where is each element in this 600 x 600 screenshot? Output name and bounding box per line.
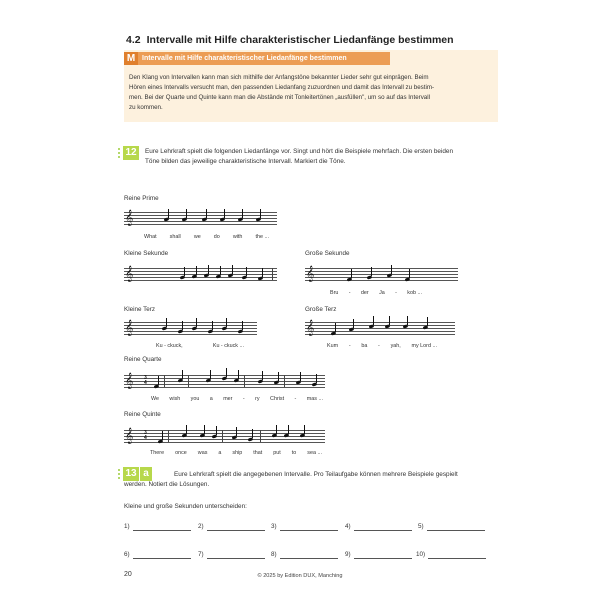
lyrics-reine-quinte: There once was a ship that put to sea ... [150,450,322,456]
staff-kleine-terz [124,322,257,335]
task-13-subtask-badge: a [140,467,152,481]
task-12-line: Eure Lehrkraft spielt die folgenden Liedanfänge vor. Singt und hört die Beispiele mehrfach. Die ersten beiden [145,148,454,155]
task-12-text [145,147,505,167]
blank-label: 10) [416,551,426,558]
staff-kleine-sekunde [124,268,277,281]
label-kleine-terz: Kleine Terz [124,306,156,313]
treble-clef-icon: 𝄞 [125,266,134,282]
merk-icon: M [124,52,138,65]
label-reine-prime: Reine Prime [124,195,159,202]
task-13-instruction: Kleine und große Sekunden unterscheiden: [124,503,247,510]
label-reine-quarte: Reine Quarte [124,356,162,363]
merk-line: Den Klang von Intervallen kann man sich mithilfe der Anfangstöne bekannter Lieder sehr gut einprägen. Beim [129,74,429,81]
treble-clef-icon: 𝄞 [306,320,315,336]
blank-label: 9) [345,551,351,558]
answer-line[interactable] [354,530,412,531]
section-number: 4.2 [126,34,141,46]
label-grosse-terz: Große Terz [305,306,337,313]
treble-clef-icon: 𝄞 [125,428,134,444]
section-heading: Intervalle mit Hilfe charakteristischer Liedanfänge bestimmen [146,34,454,46]
lyrics-grosse-sekunde: Bru - der Ja - kob ... [330,290,422,296]
blank-label: 3) [271,523,277,530]
merk-line: men. Bei der Quarte und Quinte kann man die Abstände mit Tonleitertönen „ausfüllen", um so auf das Intervall [129,94,430,101]
blank-label: 2) [198,523,204,530]
answer-line[interactable] [280,558,338,559]
time-signature: 3 4 [144,375,147,386]
time-signature: 3 4 [144,430,147,441]
lyrics-grosse-terz: Kum - ba - yah, my Lord ... [327,343,437,349]
staff-grosse-sekunde [305,268,458,281]
section-title [126,34,454,46]
task-13-text [124,470,494,490]
merk-box-text [129,73,491,113]
answer-line[interactable] [354,558,412,559]
blank-label: 8) [271,551,277,558]
treble-clef-icon: 𝄞 [306,266,315,282]
answer-line[interactable] [428,558,486,559]
staff-reine-quarte [124,375,325,388]
staff-reine-quinte [124,430,325,443]
lyrics-reine-prime: What shall we do with the ... [144,234,269,240]
task-13-badge: 13 [123,467,139,481]
answer-line[interactable] [133,530,191,531]
task-13-line: Eure Lehrkraft spielt die angegebenen Intervalle. Pro Teilaufgabe können mehrere Beispiele gespielt [174,471,458,478]
blank-label: 7) [198,551,204,558]
merk-line: Hören eines Intervalls versucht man, den passenden Liedanfang zuzuordnen und damit das Intervall zu bestim- [129,84,435,91]
answer-line[interactable] [133,558,191,559]
task-12-badge: 12 [123,146,139,160]
lyrics-kleine-terz: Ku - ckuck, Ku - ckuck ... [156,343,244,349]
treble-clef-icon: 𝄞 [125,373,134,389]
lyrics-reine-quarte: We wish you a mer - ry Christ - mas ... [151,396,323,402]
label-kleine-sekunde: Kleine Sekunde [124,250,169,257]
merk-line: zu kommen. [129,104,163,111]
staff-reine-prime [124,212,277,225]
treble-clef-icon: 𝄞 [125,210,134,226]
merk-box-heading: Intervalle mit Hilfe charakteristischer Liedanfänge bestimmen [142,55,347,62]
label-grosse-sekunde: Große Sekunde [305,250,350,257]
answer-line[interactable] [427,530,485,531]
treble-clef-icon: 𝄞 [125,320,134,336]
blank-label: 4) [345,523,351,530]
task-12-line: Töne bilden das jeweilige charakteristische Intervall. Markiert die Töne. [145,158,346,165]
blank-label: 1) [124,523,130,530]
label-reine-quinte: Reine Quinte [124,411,161,418]
staff-grosse-terz [305,322,455,335]
answer-line[interactable] [280,530,338,531]
page-number: 20 [124,571,132,578]
copyright-footer: © 2025 by Edition DUX, Manching [257,573,343,579]
task-13-line: werden. Notiert die Lösungen. [124,481,210,488]
blank-label: 6) [124,551,130,558]
answer-line[interactable] [207,558,265,559]
answer-line[interactable] [207,530,265,531]
blank-label: 5) [418,523,424,530]
